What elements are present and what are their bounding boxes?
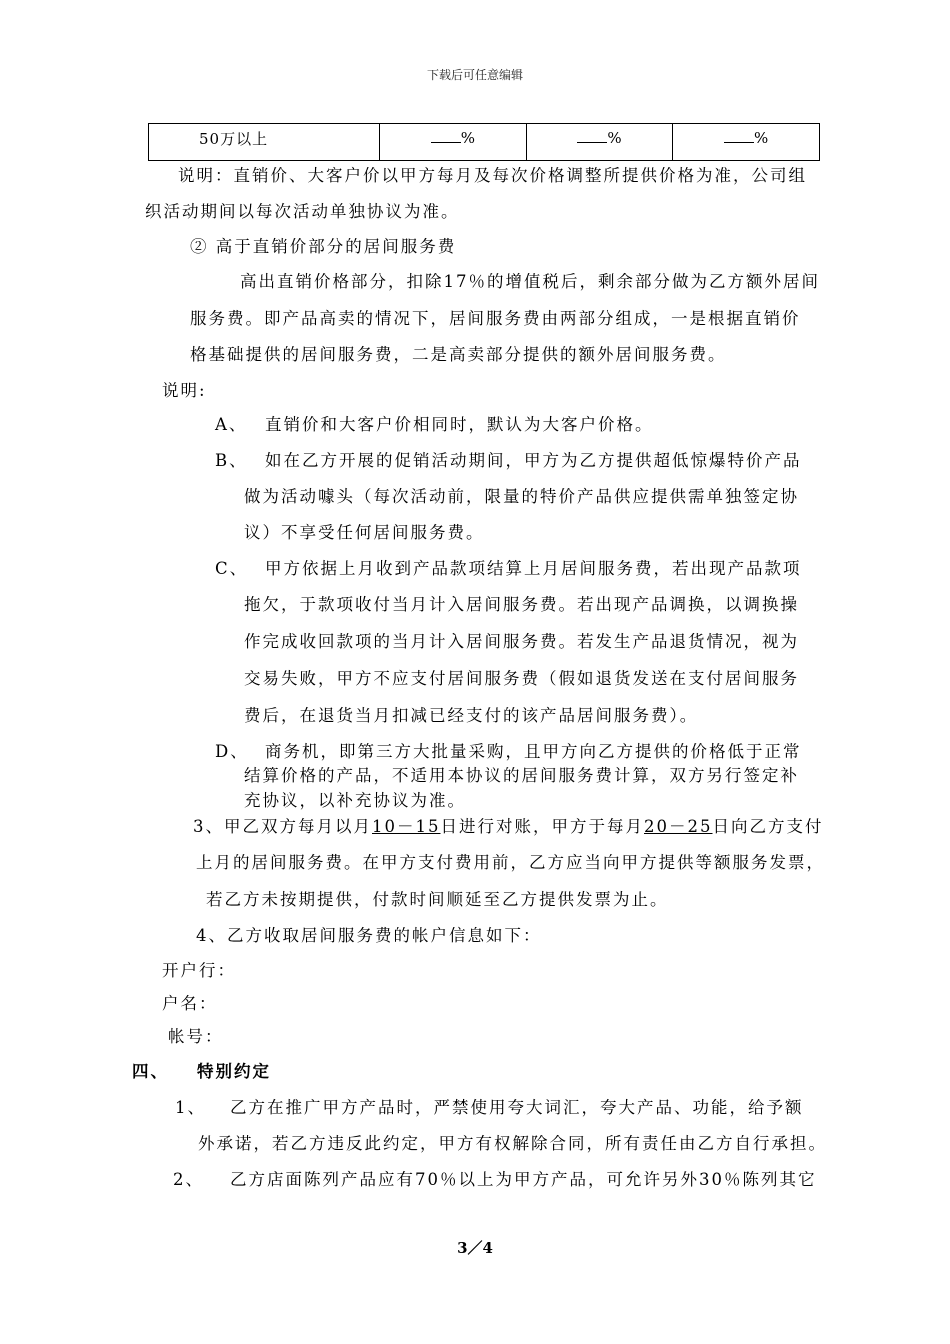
list-item: 作完成收回款项的当月计入居间服务费。若发生产品退货情况，视为 (244, 632, 799, 651)
list-item: 拖欠，于款项收付当月计入居间服务费。若出现产品调换，以调换操 (244, 595, 799, 614)
note-line: 织活动期间以每次活动单独协议为准。 (145, 202, 460, 221)
list-marker: 2、 (173, 1170, 204, 1189)
list-item: 外承诺，若乙方违反此约定，甲方有权解除合同，所有责任由乙方自行承担。 (198, 1134, 827, 1153)
section-heading: ② 高于直销价部分的居间服务费 (190, 237, 457, 256)
list-item: 商务机，即第三方大批量采购，且甲方向乙方提供的价格低于正常 (265, 742, 802, 761)
list-marker: 1、 (175, 1098, 206, 1117)
section-title: 特别约定 (197, 1062, 271, 1081)
list-marker: C、 (215, 559, 249, 578)
list-item: 结算价格的产品，不适用本协议的居间服务费计算，双方另行签定补 (244, 766, 799, 785)
page-number: 3／4 (457, 1239, 493, 1257)
account-name-label: 户名： (162, 994, 218, 1013)
explain-label: 说明: (162, 381, 207, 400)
list-item: 如在乙方开展的促销活动期间，甲方为乙方提供超低惊爆特价产品 (265, 451, 802, 470)
clause-3-line: 上月的居间服务费。在甲方支付费用前，乙方应当向甲方提供等额服务发票， (196, 853, 825, 872)
list-item: 乙方在推广甲方产品时，严禁使用夸大词汇，夸大产品、功能，给予额 (230, 1098, 804, 1117)
table-row (149, 124, 820, 161)
list-item: 做为活动噱头（每次活动前，限量的特价产品供应提供需单独签定协 (244, 487, 799, 506)
paragraph-line: 服务费。即产品高卖的情况下，居间服务费由两部分组成，一是根据直销价 (190, 309, 801, 328)
clause-4-title: 4、乙方收取居间服务费的帐户信息如下： (196, 926, 542, 945)
list-item: 费后，在退货当月扣减已经支付的该产品居间服务费）。 (244, 706, 699, 725)
account-number-label: 帐号： (168, 1027, 224, 1046)
tier-label: 50万以上 (149, 124, 380, 161)
note-line: 说明：直销价、大客户价以甲方每月及每次价格调整所提供价格为准，公司组 (178, 166, 807, 185)
list-marker: B、 (215, 451, 248, 470)
list-item: 交易失败，甲方不应支付居间服务费（假如退货发送在支付居间服务 (244, 669, 799, 688)
paragraph-line: 高出直销价格部分，扣除17％的增值税后，剩余部分做为乙方额外居间 (240, 272, 820, 291)
clause-3-line: 3、甲乙双方每月以月10－15日进行对账，甲方于每月20－25日向乙方支付 (193, 817, 824, 836)
rate-cell: % (380, 124, 527, 161)
rate-cell: % (673, 124, 820, 161)
date-range: 10－15 (372, 817, 441, 836)
list-item: 充协议，以补充协议为准。 (244, 791, 466, 810)
list-item: 甲方依据上月收到产品款项结算上月居间服务费，若出现产品款项 (265, 559, 802, 578)
rate-cell: % (526, 124, 673, 161)
paragraph-line: 格基础提供的居间服务费，二是高卖部分提供的额外居间服务费。 (190, 345, 727, 364)
section-number: 四、 (132, 1062, 169, 1081)
page-header: 下载后可任意编辑 (426, 68, 523, 82)
bank-label: 开户行： (162, 961, 236, 980)
clause-3-line: 若乙方未按期提供，付款时间顺延至乙方提供发票为止。 (206, 890, 669, 909)
list-item: 乙方店面陈列产品应有70％以上为甲方产品，可允许另外30％陈列其它 (230, 1170, 817, 1189)
list-marker: A、 (215, 415, 248, 434)
rate-table (148, 123, 820, 161)
list-item: 议）不享受任何居间服务费。 (244, 523, 485, 542)
list-item: 直销价和大客户价相同时，默认为大客户价格。 (265, 415, 654, 434)
list-marker: D、 (215, 742, 249, 761)
date-range: 20－25 (644, 817, 713, 836)
